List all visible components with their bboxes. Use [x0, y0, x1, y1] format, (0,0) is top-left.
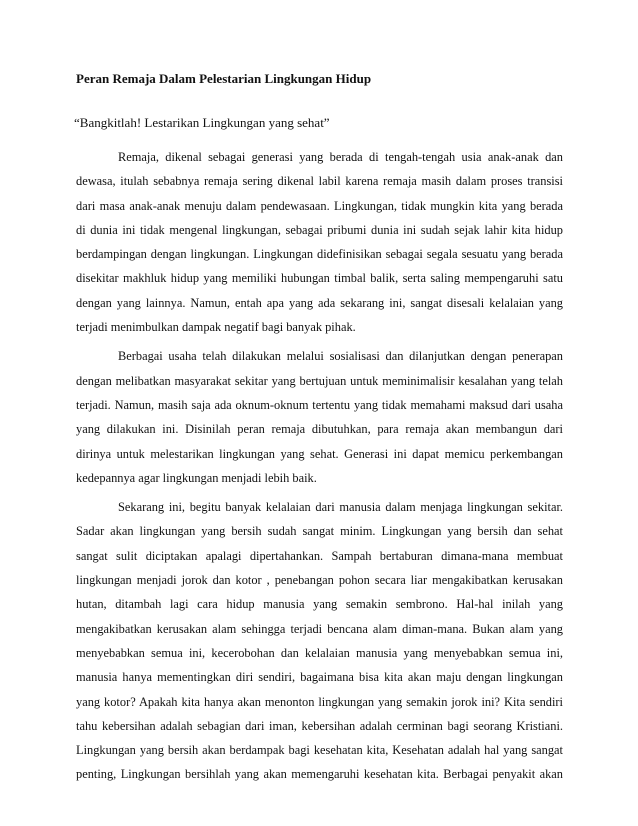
- text-line: manusia hanya mementingkan diri sendiri, bagaimana bisa kita akan maju dengan lingkungan: [76, 670, 563, 685]
- text-line: hutan, ditambah lagi cara hidup manusia yang semakin sembrono. Hal-hal inilah yang: [76, 597, 563, 612]
- text-line: lingkungan menjadi jorok dan kotor , penebangan pohon secara liar mengakibatkan kerusakan: [76, 573, 563, 588]
- text-line: disekitar makhluk hidup yang memiliki hubungan timbal balik, serta saling mempengaruhi satu: [76, 271, 563, 286]
- text-line: dewasa, itulah sebabnya remaja sering dikenal labil karena remaja masih dalam proses transisi: [76, 174, 563, 189]
- paragraph-3: [76, 495, 563, 787]
- paragraph-2: [76, 344, 563, 490]
- text-line: dengan yang lainnya. Namun, entah apa yang ada sekarang ini, sangat disesali kelalaian yang: [76, 295, 563, 310]
- text-line: terjadi. Namun, masih saja ada oknum-oknum tertentu yang tidak memahami maksud dari usaha: [76, 397, 563, 412]
- paragraph-1: [76, 145, 563, 339]
- text-line: yang dilakukan ini. Disinilah peran remaja dibutuhkan, para remaja akan membangun dari: [76, 422, 563, 437]
- text-line: Lingkungan yang bersih akan berdampak bagi kesehatan kita, Kesehatan adalah hal yang sangat: [76, 743, 563, 758]
- text-line: terjadi menimbulkan dampak negatif bagi banyak pihak.: [76, 320, 356, 335]
- text-line: penting, Lingkungan bersihlah yang akan memengaruhi kesehatan kita. Berbagai penyakit akan: [76, 767, 563, 782]
- text-line: Remaja, dikenal sebagai generasi yang berada di tengah-tengah usia anak-anak dan: [118, 150, 563, 164]
- text-line: sangat sulit diciptakan apalagi dipertahankan. Sampah bertaburan dimana-mana membuat: [76, 548, 563, 563]
- text-line: mengakibatkan kerusakan alam sehingga terjadi bencana alam diman-mana. Bukan alam yang: [76, 621, 563, 636]
- text-line: Sadar akan lingkungan yang bersih sudah sangat minim. Lingkungan yang bersih dan sehat: [76, 524, 563, 539]
- text-line: di dunia ini tidak mengenal lingkungan, sebagai pribumi dunia ini sudah sejak lahir kita hidup: [76, 222, 563, 237]
- text-line: dirinya untuk melestarikan lingkungan yang sehat. Generasi ini dapat memicu perkembangan: [76, 446, 563, 461]
- text-line: kedepannya agar lingkungan menjadi lebih baik.: [76, 470, 317, 485]
- text-line: Sekarang ini, begitu banyak kelalaian dari manusia dalam menjaga lingkungan sekitar.: [118, 500, 563, 515]
- document-subtitle: “Bangkitlah! Lestarikan Lingkungan yang sehat”: [74, 115, 330, 130]
- text-line: tahu kebersihan adalah sebagian dari iman, kebersihan adalah cerminan bagi seorang Kristiani.: [76, 718, 563, 733]
- document-title: Peran Remaja Dalam Pelestarian Lingkungan Hidup: [76, 71, 372, 86]
- text-line: dengan melibatkan masyarakat sekitar yang bertujuan untuk meminimalisir kesalahan yang telah: [76, 373, 563, 388]
- text-line: berdampingan dengan lingkungan. Lingkungan didefinisikan sebagai segala sesuatu yang berada: [76, 247, 563, 262]
- text-line: dari masa anak-anak menuju dalam pendewasaan. Lingkungan, tidak mungkin kita yang berada: [76, 198, 563, 213]
- text-line: menyebabkan semua ini, kecerobohan dan kelalaian manusia yang menyebabkan semua ini,: [76, 645, 563, 660]
- text-line: Berbagai usaha telah dilakukan melalui sosialisasi dan dilanjutkan dengan penerapan: [118, 349, 563, 364]
- document-body: [76, 145, 563, 787]
- text-line: yang kotor? Apakah kita hanya akan menonton lingkungan yang semakin jorok ini? Kita sendiri: [76, 694, 563, 709]
